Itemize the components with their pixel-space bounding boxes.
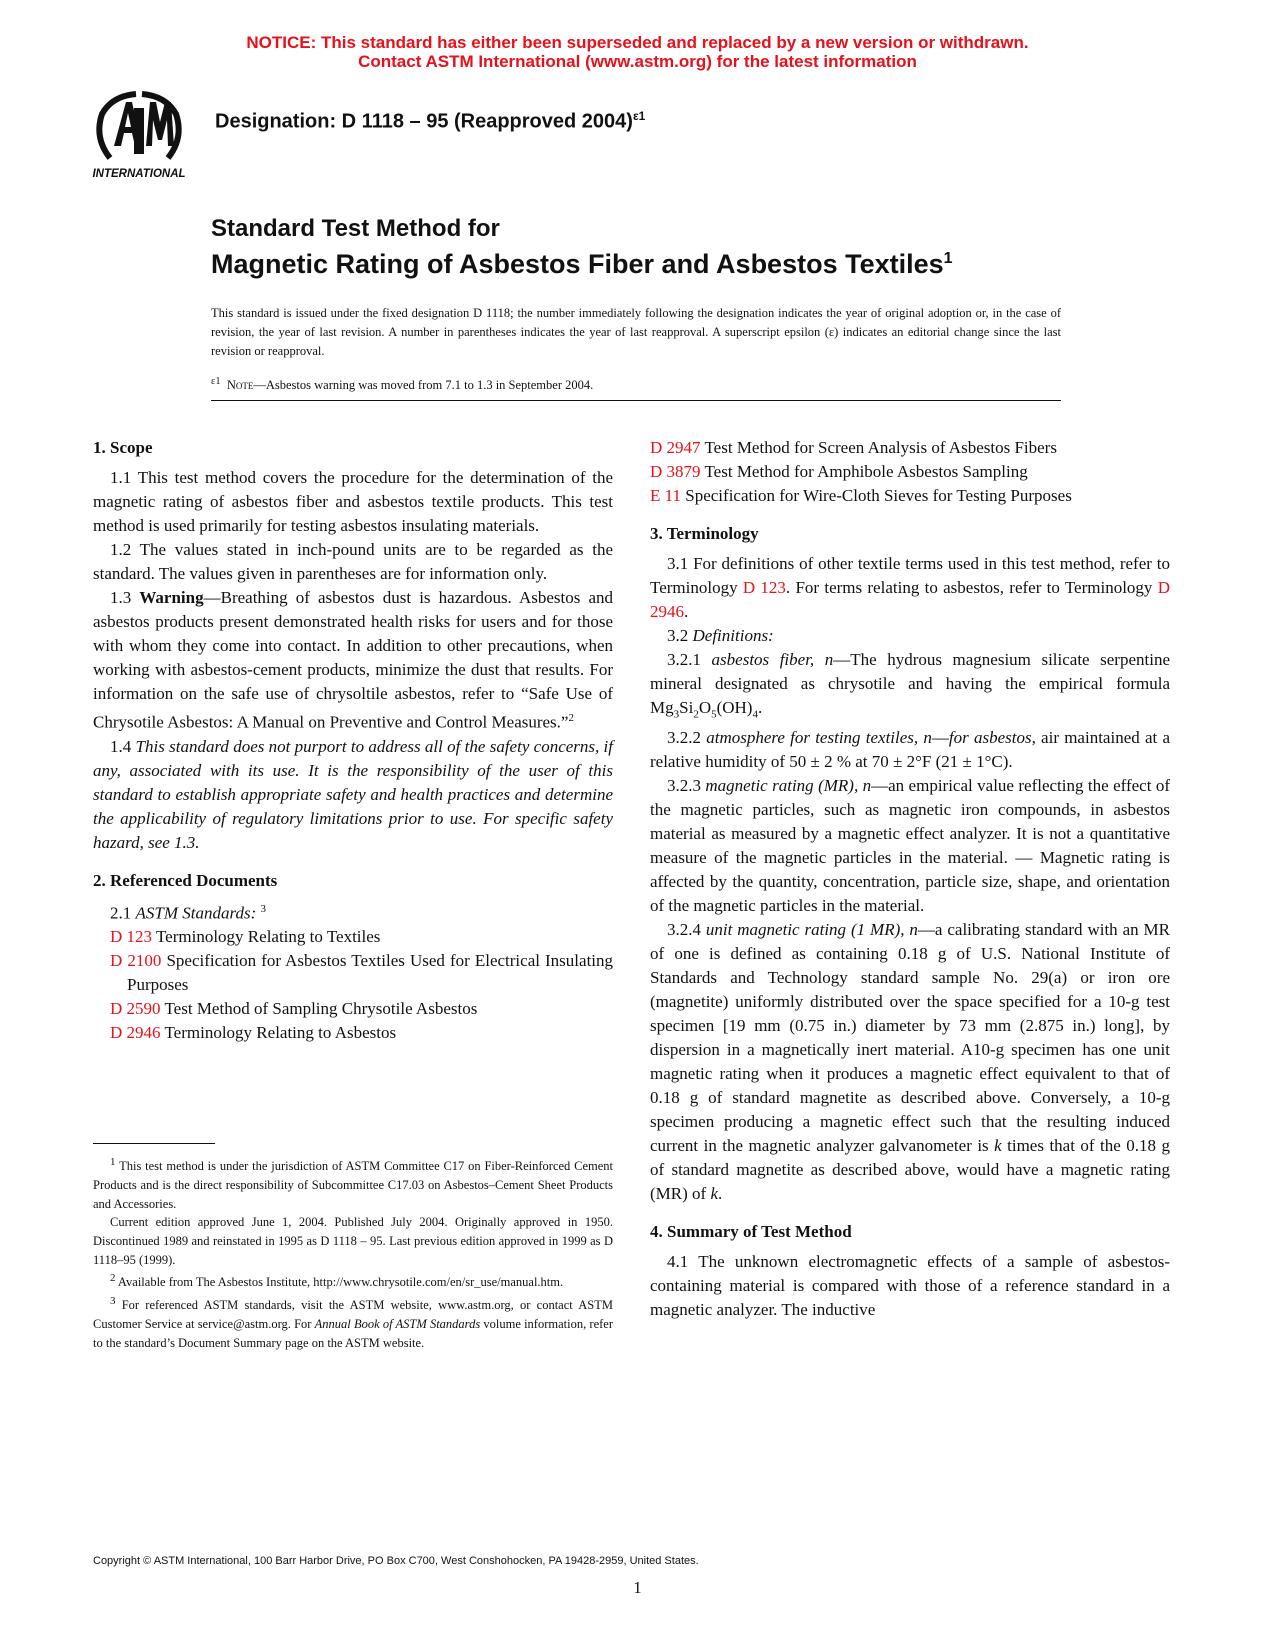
chemical-formula [650, 698, 763, 721]
f-n1: 3 [673, 708, 680, 721]
t31-c: . [684, 602, 689, 621]
footnote-1 [93, 1153, 613, 1213]
ref-title: Specification for Asbestos Textiles Used for Electrical Insulating Purposes [127, 951, 614, 995]
footnote-3 [93, 1292, 613, 1352]
copyright: Copyright © ASTM International, 100 Barr Harbor Drive, PO Box C700, West Conshohocken, PA 19428-2959, United States. [93, 1555, 699, 1567]
page-number: 1 [633, 1578, 642, 1597]
footnote-1-num: 1 [110, 1156, 116, 1168]
t324-k1: k [994, 1136, 1002, 1156]
ref-title: Test Method for Screen Analysis of Asbestos Fibers [704, 438, 1057, 457]
footnote-2-marker: 2 [568, 712, 574, 724]
ref-item [93, 997, 613, 1021]
t31-a: 3.1 For definitions of other textile terms used in this test method, refer to Terminology [650, 554, 1170, 597]
ref-sub-num: 2.1 [110, 903, 132, 923]
right-column [650, 436, 1170, 1322]
t322-term: atmosphere for testing textiles, n [706, 728, 932, 748]
ref-item [93, 925, 613, 949]
summary-heading: 4. Summary of Test Method [650, 1222, 852, 1242]
term-link-d2946[interactable]: D 2946 [650, 578, 1170, 621]
edit-epsilon: ε1 [211, 376, 221, 387]
scope-1-4-text: This standard does not purport to address all of the safety concerns, if any, associated with its use. It is the responsibility of the user of this standard to establish appropriate safety and health practices and determine the applicability of regulatory limitations prior to use. For specific safety hazard, see 1.3. [93, 736, 613, 852]
footnote-2 [93, 1269, 613, 1292]
ref-link-d2947[interactable]: D 2947 [650, 438, 701, 457]
ref-sub-label: ASTM Standards: [135, 903, 257, 923]
terminology-3-1 [650, 552, 1170, 624]
scope-1-4-num: 1.4 [110, 736, 132, 756]
ref-item [650, 460, 1170, 484]
t322-dash: — [931, 728, 949, 748]
terminology-3-2 [650, 624, 1170, 648]
t322-term2: for asbestos [948, 728, 1032, 748]
footnote-2-num: 2 [110, 1272, 116, 1285]
ref-link-d123[interactable]: D 123 [110, 927, 153, 947]
designation-epsilon: ε1 [632, 109, 646, 123]
logo-text: INTERNATIONAL [92, 168, 186, 180]
f-mg: Mg [650, 698, 674, 717]
ref-link-d2590[interactable]: D 2590 [110, 999, 161, 1019]
footnote-3-num: 3 [110, 1295, 116, 1308]
footnote-1-edition: Current edition approved June 1, 2004. Published July 2004. Originally approved in 1950. Discontinued 1989 and reinstated in 1995 as D 1118 – 95. Last previous edition approved in 1999 as D 1118–95 (1999). [93, 1215, 613, 1267]
warning-label: Warning [139, 588, 204, 607]
editorial-note [211, 376, 593, 393]
header-divider [211, 400, 1061, 401]
issue-note: This standard is issued under the fixed designation D 1118; the number immediately following the designation indicates the year of original adoption or, in the case of revision, the year of last revision. A number in parentheses indicates the year of last reapproval. A superscript epsilon (ε) indicates an editorial change since the last revision or reapproval. [211, 306, 1061, 358]
title-footnote-marker: 1 [943, 250, 953, 267]
t323-term: magnetic rating (MR), n [705, 776, 872, 796]
t324-text-b: times that of the 0.18 g of standard magnetite as described above, would have a magnetic rating (MR) of [650, 1136, 1170, 1204]
document-title [211, 214, 953, 279]
note-label: Note [226, 378, 254, 393]
footnote-3-text-a: For referenced ASTM standards, visit the ASTM website, www.astm.org, or contact ASTM Customer Service at service@astm.org. For [93, 1298, 613, 1332]
superseded-notice [0, 33, 1275, 71]
footnote-divider [93, 1143, 215, 1144]
note-text: —Asbestos warning was moved from 7.1 to 1.3 in September 2004. [253, 378, 594, 393]
summary-4-1: 4.1 The unknown electromagnetic effects of a sample of asbestos-containing material is compared with those of a reference standard in a magnetic analyzer. The inductive [650, 1252, 1170, 1320]
t321-text: —The hydrous magnesium silicate serpentine mineral designated as chrysotile and having the empirical formula [650, 650, 1170, 693]
scope-1-4 [93, 735, 613, 855]
scope-1-3-num: 1.3 [110, 588, 132, 607]
notice-line-1: NOTICE: This standard has either been superseded and replaced by a new version or withdrawn. [246, 33, 1029, 52]
designation-text: Designation: D 1118 – 95 (Reapproved 2004) [215, 110, 633, 133]
t322-text: , air maintained at a relative humidity of 50 ± 2 % at 70 ± 2°F (21 ± 1°C). [650, 728, 1170, 772]
ref-link-d2100[interactable]: D 2100 [110, 951, 162, 971]
f-n3: 5 [711, 708, 717, 721]
t324-end: . [718, 1184, 723, 1204]
ref-item [650, 484, 1170, 508]
designation [215, 109, 645, 134]
t323-text: —an empirical value reflecting the effect of the magnetic particles, such as magnetic iron compounds, in asbestos material as measured by a magnetic effect analyzer. It is not a quantitative measure of the magnetic particles in the material. — Magnetic rating is affected by the quantity, concentration, particle size, shape, and orientation of the magnetic particles in the material. [650, 776, 1171, 916]
ref-item [93, 949, 613, 997]
astm-standards-label [93, 897, 613, 926]
t321-num: 3.2.1 [667, 650, 701, 669]
ref-title: Specification for Wire-Cloth Sieves for Testing Purposes [685, 486, 1072, 505]
ref-title: Test Method of Sampling Chrysotile Asbestos [164, 999, 478, 1019]
scope-1-1: 1.1 This test method covers the procedure for the determination of the magnetic rating of asbestos fiber and asbestos textile products. This test method is used primarily for testing asbestos insulating materials. [93, 468, 613, 535]
terminology-3-2-4 [650, 918, 1170, 1206]
terminology-3-2-1 [650, 648, 1170, 726]
f-n2: 2 [693, 708, 699, 721]
t324-num: 3.2.4 [667, 920, 701, 940]
t321-term: asbestos fiber, n [711, 650, 834, 669]
referenced-documents-heading: 2. Referenced Documents [93, 870, 278, 890]
notice-line-2: Contact ASTM International (www.astm.org) for the latest information [358, 52, 917, 71]
ref-item [93, 1021, 613, 1045]
footnote-2-text: Available from The Asbestos Institute, http://www.chrysotile.com/en/sr_use/manual.htm. [115, 1275, 564, 1290]
t324-term: unit magnetic rating (1 MR), n [705, 920, 918, 940]
scope-1-3 [93, 586, 613, 735]
astm-logo-mark [80, 88, 198, 188]
t323-num: 3.2.3 [667, 776, 701, 796]
ref-title: Terminology Relating to Textiles [155, 927, 381, 947]
ref-link-d2946[interactable]: D 2946 [110, 1023, 161, 1043]
terminology-3-2-3 [650, 774, 1170, 918]
t31-b: . For terms relating to asbestos, refer to Terminology [785, 578, 1158, 597]
ref-title: Test Method for Amphibole Asbestos Sampling [704, 462, 1028, 481]
title-line-2: Magnetic Rating of Asbestos Fiber and Asbestos Textiles [211, 249, 944, 279]
ref-item [650, 436, 1170, 460]
ref-link-e11[interactable]: E 11 [650, 486, 682, 505]
astm-logo [80, 88, 198, 188]
scope-1-3-text: —Breathing of asbestos dust is hazardous. Asbestos and asbestos products present demonstrated health risks for users and for those with whom they come into contact. In addition to other precautions, when working with asbestos-cement products, minimize the dust that results. For information on the safe use of chrysoltile asbestos, refer to “Safe Use of Chrysotile Asbestos: A Manual on Preventive and Control Measures.” [93, 588, 614, 732]
term-link-d123[interactable]: D 123 [742, 578, 786, 597]
terminology-heading: 3. Terminology [650, 524, 759, 543]
t324-k2: k [710, 1184, 718, 1204]
f-oh: (OH) [716, 698, 753, 717]
terminology-3-2-2 [650, 726, 1170, 774]
ref-title: Terminology Relating to Asbestos [164, 1023, 397, 1043]
left-column [93, 436, 613, 1045]
scope-1-2: 1.2 The values stated in inch-pound units are to be regarded as the standard. The values given in parentheses are for information only. [93, 540, 613, 583]
f-si: Si [679, 698, 694, 717]
t322-num: 3.2.2 [667, 728, 701, 748]
f-n4: 4 [752, 708, 758, 721]
ref-link-d3879[interactable]: D 3879 [650, 462, 701, 481]
f-end: . [757, 698, 763, 717]
title-line-1: Standard Test Method for [211, 215, 500, 242]
footnote-3-marker: 3 [260, 902, 266, 915]
footnote-3-italic: Annual Book of ASTM Standards [314, 1317, 481, 1332]
f-o: O [698, 698, 712, 717]
footnote-1-text: This test method is under the jurisdiction of ASTM Committee C17 on Fiber-Reinforced Cement Products and is the direct responsibility of Subcommittee C17.03 on Asbestos–Cement Sheet Products and Accessories. [93, 1159, 613, 1211]
t324-text-a: —a calibrating standard with an MR of one is defined as containing 0.18 g of U.S. National Institute of Standards and Technology standard sample No. 29(a) or iron ore (magnetite) uniformly distributed over the space specified for a 10-g test specimen [19 mm (0.75 in.) diameter by 73 mm (2.875 in.) long], by dispersion in a magnetically inert material. A10-g specimen has one unit magnetic rating when it produces a magnetic effect equivalent to that of 0.18 g of standard magnetite as described above. Conversely, a 10-g specimen producing a magnetic effect such that the resulting induced current in the magnetic analyzer galvanometer is [650, 920, 1170, 1156]
footnotes [93, 1153, 613, 1353]
scope-heading: 1. Scope [93, 438, 153, 457]
footnote-3-text-b: volume information, refer to the standard’s Document Summary page on the ASTM website. [93, 1317, 613, 1350]
t32-num: 3.2 [667, 626, 689, 645]
t32-label: Definitions: [692, 626, 774, 645]
